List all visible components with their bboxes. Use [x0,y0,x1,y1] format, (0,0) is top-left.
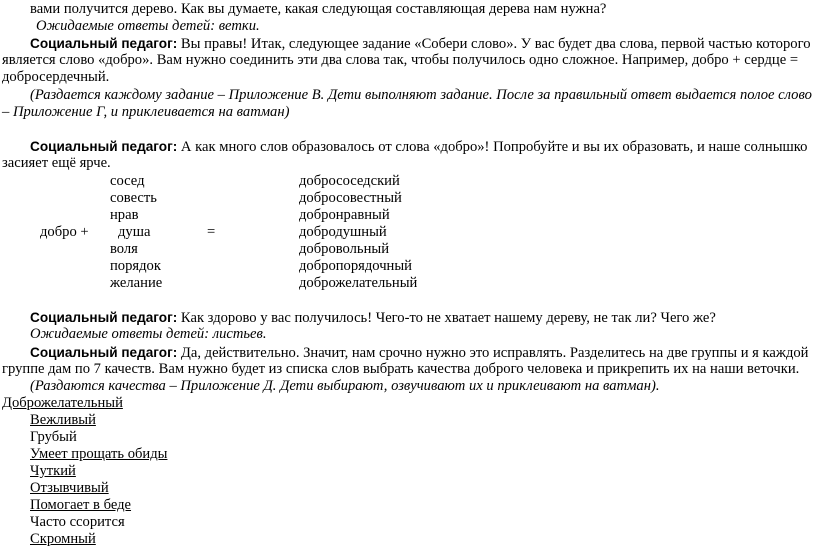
speech-text: Да, действительно. Значит, нам срочно нужно это исправлять. Разделитесь на две группы и я каждой [177,345,809,361]
line-1: вами получится дерево. Как вы думаете, какая следующая составляющая дерева нам нужна? [30,1,607,17]
paragraph-groups [30,344,809,362]
speech-text: Как здорово у вас получилось! Чего-то не хватает нашему дереву, не так ли? Чего же? [177,310,716,326]
dobro-prefix: добро + [40,224,89,240]
quality-item: Доброжелательный [2,395,123,411]
result-dobrososedsky: добрососедский [299,173,400,189]
result-dobrozhelatelny: доброжелательный [299,275,418,291]
quality-item: Грубый [30,429,77,445]
word-dusha: душа [118,224,151,240]
speaker-label: Социальный педагог: [30,139,178,154]
paragraph-task-sobery-slovo [30,35,811,53]
paragraph-how-great [30,309,716,327]
result-dobronravny: добронравный [299,207,390,223]
speech-text: Вы правы! Итак, следующее задание «Собери слово». У вас будет два слова, первой частью которого [177,36,811,52]
quality-item: Отзывчивый [30,480,109,496]
quality-item: Умеет прощать обиды [30,446,168,462]
word-poryadok: порядок [110,258,161,274]
quality-item: Часто ссорится [30,514,125,530]
word-sovest: совесть [110,190,157,206]
result-dobrovolny: добровольный [299,241,389,257]
result-dobrodushny: добродушный [299,224,387,240]
expected-answers-leaves: Ожидаемые ответы детей: листьев. [30,326,267,342]
equals-sign: = [207,224,216,240]
line-13: группе дам по 7 качеств. Вам нужно будет из списка слов выбрать качества доброго человека и прикрепить их на наши веточки. [2,361,800,377]
word-volya: воля [110,241,138,257]
quality-item: Вежливый [30,412,96,428]
instruction-line-7: – Приложение Г, и приклеивается на ватман) [2,104,290,120]
line-4: является слово «добро». Вам нужно соединить эти два слова так, чтобы получилось одно сложное. Например, добро + сердце = [2,52,799,68]
paragraph-many-words [30,138,807,156]
speaker-label: Социальный педагог: [30,36,178,51]
quality-item: Чуткий [30,463,76,479]
result-dobrosovestny: добросовестный [299,190,402,206]
speaker-label: Социальный педагог: [30,345,178,360]
expected-answers-branches: Ожидаемые ответы детей: ветки. [36,18,260,34]
speaker-label: Социальный педагог: [30,310,178,325]
word-zhelanie: желание [110,275,163,291]
instruction-line-14: (Раздаются качества – Приложение Д. Дети выбирают, озвучивают их и приклеивают на ватман). [30,378,660,394]
line-5: добросердечный. [2,69,110,85]
speech-text: А как много слов образовалось от слова «добро»! Попробуйте и вы их образовать, и наше солнышко [177,139,808,155]
word-sosed: сосед [110,173,145,189]
result-dobroporyadochny: добропорядочный [299,258,412,274]
word-nrav: нрав [110,207,139,223]
quality-item: Скромный [30,531,96,547]
line-9: засияет ещё ярче. [2,155,111,171]
instruction-line-6: (Раздается каждому задание – Приложение В. Дети выполняют задание. После за правильный ответ выдается полое слово [30,87,812,103]
quality-item: Помогает в беде [30,497,132,513]
